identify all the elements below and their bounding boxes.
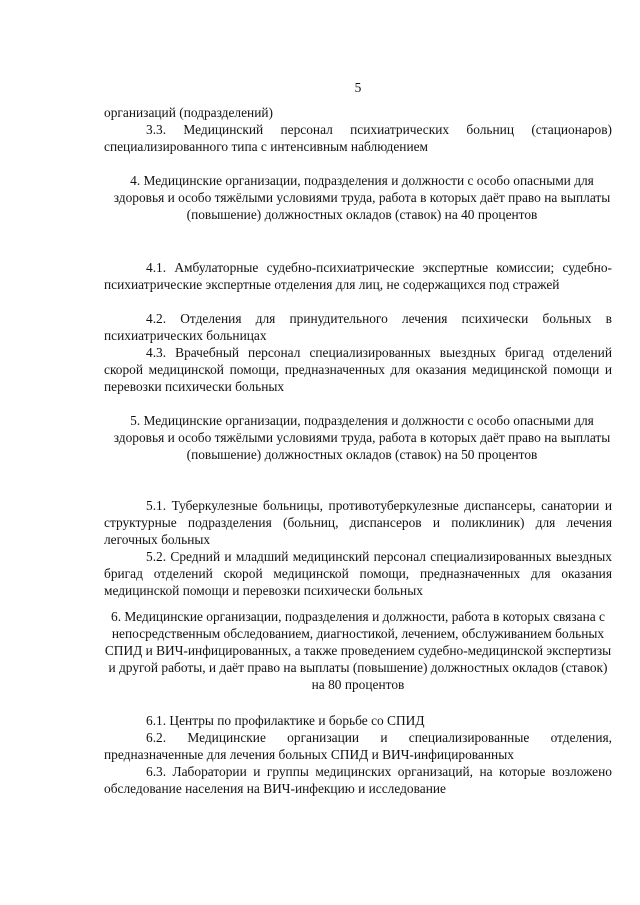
continuation-text: организаций (подразделений) bbox=[104, 105, 274, 120]
section-5-heading: 5. Медицинские организации, подразделения и должности с особо опасными для здоровья и особо тяжёлыми условиями труда, работа в которых даёт право на выплаты (повышение) должностных окладов (ставок) на 50 процентов bbox=[113, 413, 611, 462]
item-5-2: 5.2. Средний и младший медицинский персонал специализированных выездных бригад отделений скорой медицинской помощи, предназначенных для оказания медицинской помощи и перевозки психически больных bbox=[104, 549, 612, 598]
page-number: 5 bbox=[354, 80, 362, 95]
section-4-heading: 4. Медицинские организации, подразделения и должности с особо опасными для здоровья и особо тяжёлыми условиями труда, работа в которых даёт право на выплаты (повышение) должностных окладов (ставок) на 40 процентов bbox=[113, 173, 611, 222]
item-6-3: 6.3. Лаборатории и группы медицинских организаций, на которые возложено обследование населения на ВИЧ-инфекцию и исследование bbox=[104, 764, 612, 796]
item-5-1: 5.1. Туберкулезные больницы, противотуберкулезные диспансеры, санатории и структурные подразделения (больниц, диспансеров и поликлиник) для лечения легочных больных bbox=[104, 498, 612, 547]
section-6-heading: 6. Медицинские организации, подразделения и должности, работа в которых связана с непосредственным обследованием, диагностикой, лечением, обслуживанием больных СПИД и ВИЧ-инфицированных, а также проведением судебно-медицинской экспертизы и другой работы, и даёт право на выплаты (повышение) должностных окладов (ставок) на 80 процентов bbox=[104, 609, 612, 692]
item-6-1: 6.1. Центры по профилактике и борьбе со СПИД bbox=[146, 713, 425, 728]
item-4-1: 4.1. Амбулаторные судебно-психиатрические экспертные комиссии; судебно-психиатрические экспертные отделения для лиц, не содержащихся под стражей bbox=[104, 260, 612, 292]
item-3-3: 3.3. Медицинский персонал психиатрических больниц (стационаров) специализированного типа с интенсивным наблюдением bbox=[104, 122, 612, 154]
item-6-2: 6.2. Медицинские организации и специализированные отделения, предназначенные для лечения больных СПИД и ВИЧ-инфицированных bbox=[104, 730, 612, 762]
item-4-3: 4.3. Врачебный персонал специализированных выездных бригад отделений скорой медицинской помощи, предназначенных для оказания медицинской помощи и перевозки психически больных bbox=[104, 345, 612, 394]
item-4-2: 4.2. Отделения для принудительного лечения психически больных в психиатрических больницах bbox=[104, 311, 612, 343]
